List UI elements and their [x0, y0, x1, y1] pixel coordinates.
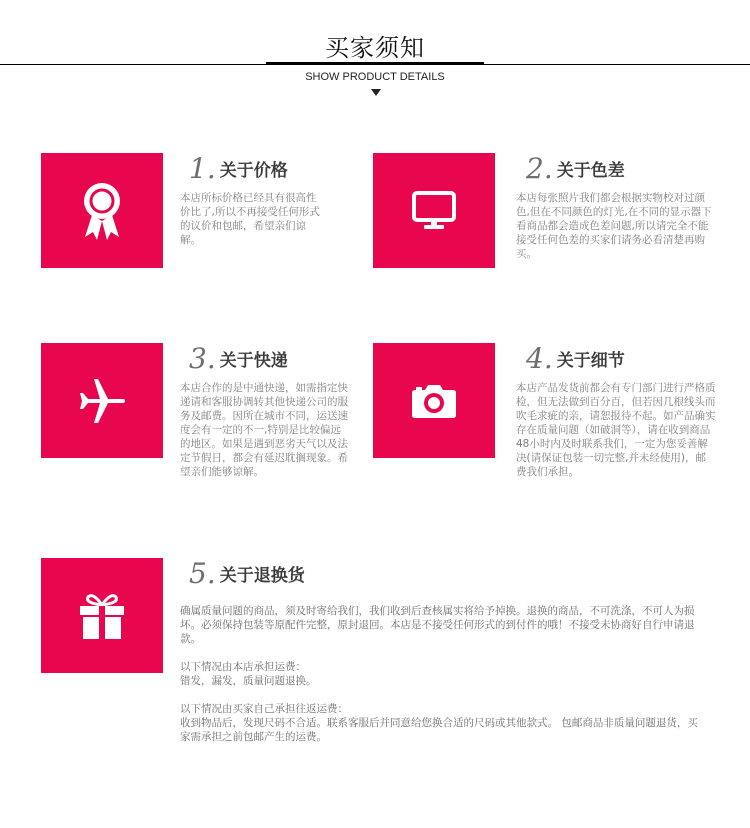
section-number: 2. — [526, 152, 553, 185]
shipping-section-icon-box — [41, 343, 163, 458]
page-title: 买家须知 — [325, 34, 425, 62]
gift-icon — [79, 592, 125, 640]
section-title: 关于细节 — [556, 351, 625, 371]
price-section-heading — [189, 153, 288, 183]
color-section-heading — [526, 153, 625, 183]
store-pays-shipping-cases: 错发，漏发，质量问题退换。 — [180, 675, 317, 687]
price-section-icon-box — [41, 153, 163, 268]
section-title: 关于快递 — [219, 351, 288, 371]
award-ribbon-icon — [80, 181, 124, 241]
section-number: 1. — [189, 152, 216, 185]
shipping-section-body: 本店合作的是中通快递，如需指定快递请和客服协调转其他快递公司的服务及邮费。因所在城市不同，运送速度会有一定的不一,特别是比较偏远的地区。如果是遇到恶劣天气以及法定节假日，都会有延迟耽搁现象。希望亲们能够谅解。 — [180, 382, 348, 478]
details-section-heading — [526, 343, 625, 373]
section-title: 关于色差 — [556, 161, 625, 181]
returns-section-heading — [189, 558, 305, 588]
returns-section-icon-box — [41, 558, 163, 673]
buyer-pays-shipping-cases: 收到物品后，发现尺码不合适。联系客服后并同意给您换合适的尺码或其他款式。 包邮商品非质量问题退货，买家需承担之前包邮产生的运费。 — [180, 717, 698, 743]
airplane-icon — [78, 377, 126, 425]
store-pays-shipping-heading: 以下情况由本店承担运费： — [180, 661, 306, 673]
down-arrow-icon — [371, 89, 381, 96]
color-section-body: 本店每张照片我们都会根据实物校对过颜色,但在不同颜色的灯光,在不同的显示器下看商品都会造成色差问题,所以请完全不能接受任何色差的买家们请务必看清楚再购买。 — [516, 192, 712, 260]
details-section-icon-box — [373, 343, 495, 458]
price-section-body: 本店所标价格已经具有很高性价比了,所以不再接受任何形式的议价和包邮，希望亲们谅解。 — [180, 192, 320, 246]
section-title: 关于价格 — [219, 161, 288, 181]
header-title-underline — [266, 62, 484, 65]
section-title: 关于退换货 — [219, 566, 305, 586]
shipping-section-heading — [189, 343, 288, 373]
monitor-icon — [412, 191, 456, 231]
section-number: 5. — [189, 557, 216, 590]
details-section-body: 本店产品发货前都会有专门部门进行严格质检，但无法做到百分百，但若因几根线头而吹毛求疵的亲，请恕报待不起。如产品确实存在质量问题（如破洞等），请在收到商品48小时内及时联系我们，一定为您妥善解决(请保证包装一切完整,并未经使用)，邮费我们承担。 — [516, 382, 716, 478]
color-section-icon-box — [373, 153, 495, 268]
page-subtitle: SHOW PRODUCT DETAILS — [305, 71, 445, 83]
returns-policy-paragraph: 确属质量问题的商品，须及时寄给我们，我们收到后查核属实将给予掉换。退换的商品，不可洗涤，不可人为损坏。必须保持包装等原配件完整，原封退回。本店是不接受任何形式的到付件的哦！不接受未协商好自行申请退款。 — [180, 605, 695, 645]
section-number: 4. — [526, 342, 553, 375]
camera-icon — [411, 383, 457, 419]
returns-section-body — [180, 604, 700, 744]
buyer-pays-shipping-heading: 以下情况由买家自己承担往返运费： — [180, 703, 348, 715]
section-number: 3. — [189, 342, 216, 375]
